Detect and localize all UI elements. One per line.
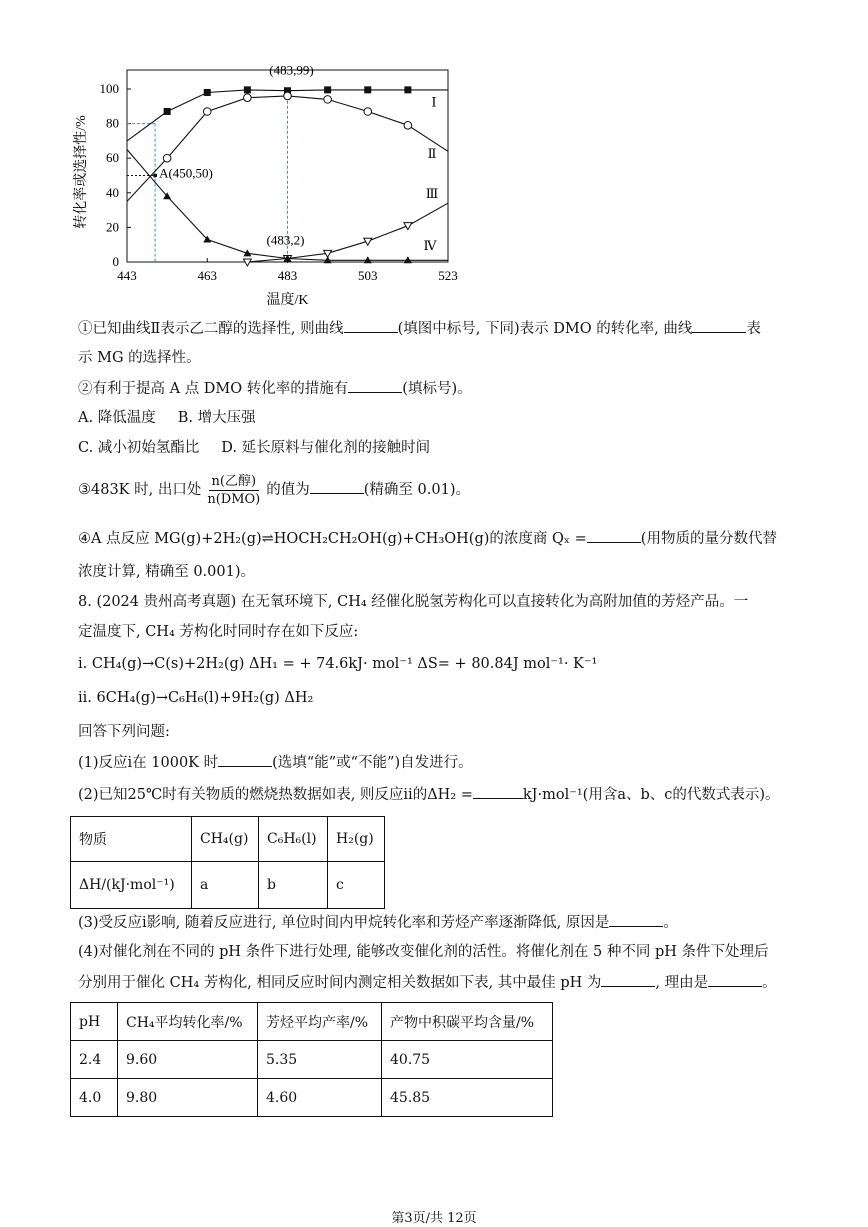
y-tick-label: 40 bbox=[106, 184, 119, 200]
s3-text-a: (3)受反应ⅰ影响, 随着反应进行, 单位时间内甲烷转化率和芳烃产率逐渐降低, 原因是 bbox=[78, 915, 610, 931]
x-tick-label: 503 bbox=[358, 268, 378, 283]
q2-text: ②有利于提高 A 点 DMO 转化率的措施有 bbox=[78, 381, 349, 397]
ratio-fraction bbox=[204, 473, 263, 508]
marker-square bbox=[244, 86, 251, 93]
annotation-483-2: (483,2) bbox=[266, 232, 305, 248]
table-header-cell: CH₄平均转化率/% bbox=[118, 1003, 258, 1041]
fraction-numerator: n(乙醇) bbox=[209, 473, 260, 491]
marker-circle bbox=[244, 94, 252, 102]
answer-blank[interactable] bbox=[348, 378, 402, 393]
x-tick-label: 523 bbox=[438, 268, 458, 283]
options-cd bbox=[78, 438, 430, 458]
answer-prompt: 回答下列问题: bbox=[78, 724, 170, 740]
table-header-cell: CH₄(g) bbox=[192, 817, 259, 862]
table-header-cell: H₂(g) bbox=[328, 817, 385, 862]
question-8-stem-2: 定温度下, CH₄ 芳构化时同时存在如下反应: bbox=[78, 624, 359, 640]
sub-question-1 bbox=[78, 752, 473, 773]
series-label: Ⅳ bbox=[423, 237, 437, 253]
answer-blank[interactable] bbox=[218, 752, 272, 767]
table-row bbox=[71, 1041, 553, 1079]
marker-circle bbox=[404, 122, 412, 130]
x-tick-label: 443 bbox=[117, 268, 137, 283]
option-a: A. 降低温度 bbox=[78, 410, 156, 426]
table-header-cell: 产物中积碳平均含量/% bbox=[382, 1003, 553, 1041]
x-axis-label: 温度/K bbox=[266, 293, 309, 308]
options-ab bbox=[78, 408, 256, 428]
question-3-line bbox=[78, 470, 470, 510]
series-label: Ⅲ bbox=[425, 185, 439, 201]
table-row bbox=[71, 1003, 553, 1041]
reaction-i: ⅰ. CH₄(g)→C(s)+2H₂(g) ΔH₁ = + 74.6kJ· mol⁻¹ ΔS= + 80.84J mol⁻¹· K⁻¹ bbox=[78, 656, 598, 672]
q1-text-c: 表 bbox=[746, 321, 761, 337]
marker-circle bbox=[364, 108, 372, 116]
answer-blank[interactable] bbox=[344, 318, 398, 333]
q4-text-b: (用物质的量分数代替 bbox=[640, 531, 777, 547]
y-axis-label: 转化率或选择性/% bbox=[74, 115, 89, 229]
marker-square bbox=[324, 86, 331, 93]
fraction-denominator: n(DMO) bbox=[207, 491, 261, 507]
page-footer: 第3页/共 12页 bbox=[391, 1211, 477, 1226]
s2-text-b: kJ·mol⁻¹(用含a、b、c的代数式表示)。 bbox=[522, 787, 780, 803]
answer-blank[interactable] bbox=[609, 912, 663, 927]
sub-question-2 bbox=[78, 784, 780, 805]
question-1-line bbox=[78, 318, 761, 339]
table-cell: 5.35 bbox=[258, 1041, 382, 1079]
s4-text-d: 。 bbox=[762, 975, 777, 991]
point-a bbox=[153, 174, 157, 178]
question-8-stem: 8. (2024 贵州高考真题) 在无氧环境下, CH₄ 经催化脱氢芳构化可以直接转化为高附加值的芳烃产品。一 bbox=[78, 594, 749, 610]
s4-text-c: , 理由是 bbox=[655, 975, 709, 991]
table-cell: b bbox=[259, 862, 328, 909]
question-4-line bbox=[78, 528, 777, 549]
table-header-cell: pH bbox=[71, 1003, 118, 1041]
conversion-selectivity-chart bbox=[70, 62, 470, 312]
table-header-cell: 物质 bbox=[71, 817, 192, 862]
table-row bbox=[71, 862, 385, 909]
marker-triangle-down bbox=[404, 223, 412, 230]
marker-square bbox=[164, 108, 171, 115]
q3-text-a: ③483K 时, 出口处 bbox=[78, 482, 202, 498]
answer-blank[interactable] bbox=[601, 972, 655, 987]
table-row bbox=[71, 1079, 553, 1117]
table-cell: 4.0 bbox=[71, 1079, 118, 1117]
answer-blank[interactable] bbox=[692, 318, 746, 333]
x-tick-label: 483 bbox=[277, 268, 298, 283]
q3-text-b: 的值为 bbox=[266, 482, 310, 498]
table-cell: 2.4 bbox=[71, 1041, 118, 1079]
table-cell: 4.60 bbox=[258, 1079, 382, 1117]
answer-blank[interactable] bbox=[587, 528, 641, 543]
s2-text-a: (2)已知25℃时有关物质的燃烧热数据如表, 则反应ⅱ的ΔH₂ = bbox=[78, 787, 473, 803]
question-4-line-2: 浓度计算, 精确至 0.001)。 bbox=[78, 564, 255, 580]
table-cell: 45.85 bbox=[382, 1079, 553, 1117]
q1-text-b: (填图中标号, 下同)表示 DMO 的转化率, 曲线 bbox=[397, 321, 693, 337]
y-tick-label: 100 bbox=[99, 81, 119, 96]
series-label: Ⅱ bbox=[427, 146, 437, 162]
reaction-ii: ⅱ. 6CH₄(g)→C₆H₆(l)+9H₂(g) ΔH₂ bbox=[78, 690, 314, 706]
y-tick-label: 20 bbox=[106, 219, 119, 235]
marker-square bbox=[204, 89, 211, 96]
question-2-line bbox=[78, 378, 472, 399]
q2-text-b: (填标号)。 bbox=[402, 381, 472, 397]
annotation-a: A(450,50) bbox=[159, 165, 213, 181]
combustion-heat-table bbox=[70, 816, 385, 909]
answer-blank[interactable] bbox=[473, 784, 523, 799]
question-1-line-2: 示 MG 的选择性。 bbox=[78, 350, 201, 366]
series-label: Ⅰ bbox=[431, 94, 437, 110]
s3-text-b: 。 bbox=[663, 915, 678, 931]
option-b: B. 增大压强 bbox=[177, 410, 256, 426]
table-cell: 9.80 bbox=[118, 1079, 258, 1117]
s4-text-b: 分别用于催化 CH₄ 芳构化, 相同反应时间内测定相关数据如下表, 其中最佳 pH 为 bbox=[78, 975, 602, 991]
option-c: C. 减小初始氢酯比 bbox=[78, 440, 200, 456]
marker-square bbox=[404, 86, 411, 93]
sub-question-4-line-2 bbox=[78, 972, 777, 993]
sub-question-4: (4)对催化剂在不同的 pH 条件下进行处理, 能够改变催化剂的活性。将催化剂在 5 种不同 pH 条件下处理后 bbox=[78, 944, 769, 960]
marker-circle bbox=[163, 154, 171, 162]
table-cell: c bbox=[328, 862, 385, 909]
q4-text-a: ④A 点反应 MG(g)+2H₂(g)⇌HOCH₂CH₂OH(g)+CH₃OH(g)的浓度商 Qₓ = bbox=[78, 531, 587, 547]
table-cell: 40.75 bbox=[382, 1041, 553, 1079]
q1-text-a: ①已知曲线Ⅱ表示乙二醇的选择性, 则曲线 bbox=[78, 321, 344, 337]
table-header-cell: 芳烃平均产率/% bbox=[258, 1003, 382, 1041]
x-tick-label: 463 bbox=[197, 268, 217, 283]
table-header-cell: C₆H₆(l) bbox=[259, 817, 328, 862]
table-cell: 9.60 bbox=[118, 1041, 258, 1079]
marker-circle bbox=[324, 96, 332, 104]
sub-question-3 bbox=[78, 912, 678, 933]
annotation-483-99: (483,99) bbox=[269, 62, 314, 78]
marker-circle bbox=[203, 108, 211, 116]
answer-blank[interactable] bbox=[708, 972, 762, 987]
q3-text-c: (精确至 0.01)。 bbox=[363, 482, 470, 498]
y-tick-label: 80 bbox=[106, 115, 119, 131]
y-tick-label: 60 bbox=[106, 150, 119, 166]
y-tick-label: 0 bbox=[112, 254, 119, 269]
s1-text-b: (选填“能”或“不能”)自发进行。 bbox=[272, 755, 473, 771]
option-d: D. 延长原料与催化剂的接触时间 bbox=[221, 440, 431, 456]
table-row-label: ΔH/(kJ·mol⁻¹) bbox=[71, 862, 192, 909]
answer-blank[interactable] bbox=[310, 479, 364, 494]
s1-text-a: (1)反应ⅰ在 1000K 时 bbox=[78, 755, 219, 771]
table-row bbox=[71, 817, 385, 862]
ph-data-table bbox=[70, 1002, 553, 1117]
marker-circle bbox=[284, 92, 292, 100]
marker-square bbox=[364, 86, 371, 93]
table-cell: a bbox=[192, 862, 259, 909]
